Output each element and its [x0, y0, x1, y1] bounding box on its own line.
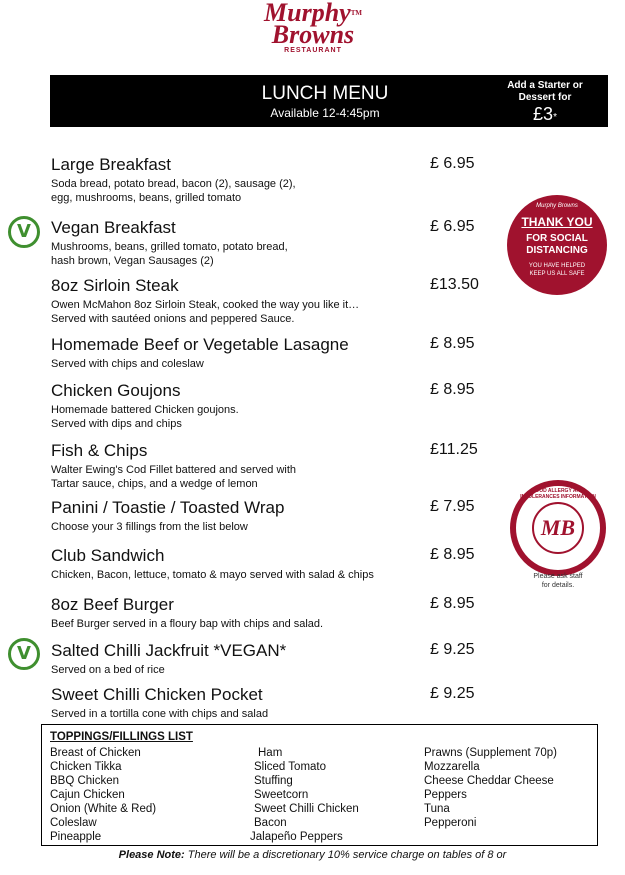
menu-item: Homemade Beef or Vegetable Lasagne Served with chips and coleslaw [51, 335, 349, 370]
topping-item: Chicken Tikka [50, 761, 122, 773]
toppings-column-3 [424, 746, 557, 830]
topping-item: Coleslaw [50, 817, 97, 829]
restaurant-logo [258, 0, 368, 66]
menu-availability: Available 12-4:45pm [270, 106, 380, 120]
topping-item: Prawns (Supplement 70p) [424, 747, 557, 759]
menu-item-price: £11.25 [430, 441, 478, 458]
menu-item-price: £ 9.25 [430, 685, 475, 702]
menu-item-price: £ 6.95 [430, 155, 475, 172]
service-charge-note: Please Note: There will be a discretionary 10% service charge on tables of 8 or [118, 849, 507, 861]
logo-line3: RESTAURANT [284, 47, 342, 54]
menu-item-price: £ 8.95 [430, 381, 475, 398]
menu-item: Fish & Chips Walter Ewing's Cod Fillet battered and served with Tartar sauce, chips, and a wedge of lemon [51, 441, 297, 490]
topping-item: Pineapple [50, 831, 102, 843]
menu-item-price: £13.50 [430, 276, 479, 293]
mb-logo: MB [532, 502, 584, 554]
menu-item: 8oz Sirloin Steak Owen McMahon 8oz Sirloin Steak, cooked the way you like it… Served with sautéed onions and peppered Sauce. [51, 276, 360, 325]
topping-item: Pepperoni [424, 817, 477, 829]
social-distancing-badge: Murphy Browns THANK YOU FOR SOCIAL DISTANCING YOU HAVE HELPED KEEP US ALL SAFE [507, 195, 607, 295]
toppings-heading: TOPPINGS/FILLINGS LIST [50, 731, 193, 743]
menu-item: Panini / Toastie / Toasted Wrap Choose your 3 fillings from the list below [51, 498, 285, 533]
topping-item: Cajun Chicken [50, 789, 125, 801]
menu-item: Salted Chilli Jackfruit *VEGAN* Served on a bed of rice [51, 641, 287, 676]
allergy-ring-text: FOOD ALLERGY AND INTOLERANCES INFORMATION [520, 488, 596, 500]
toppings-list [41, 724, 598, 846]
topping-item: Sweetcorn [254, 789, 309, 801]
menu-header-banner [50, 75, 608, 127]
logo-line2: Browns [271, 20, 355, 49]
topping-item: Breast of Chicken [50, 747, 141, 759]
vegan-icon: V [8, 216, 40, 248]
topping-item: Peppers [424, 789, 467, 801]
topping-item: Stuffing [254, 775, 293, 787]
topping-item: Onion (White & Red) [50, 803, 157, 815]
vegan-icon: V [8, 638, 40, 670]
menu-item-price: £ 8.95 [430, 595, 475, 612]
allergy-caption: Please ask staff for details. [533, 573, 583, 589]
menu-item-price: £ 7.95 [430, 498, 475, 515]
topping-item: Sweet Chilli Chicken [254, 803, 359, 815]
topping-item: BBQ Chicken [50, 775, 120, 787]
topping-item: Bacon [254, 817, 287, 829]
topping-item: Sliced Tomato [254, 761, 327, 773]
menu-title: LUNCH MENU [261, 83, 389, 104]
toppings-column-2 [250, 746, 359, 844]
menu-item-price: £ 8.95 [430, 546, 475, 563]
menu-item: Chicken Goujons Homemade battered Chicken goujons. Served with dips and chips [51, 381, 239, 430]
menu-item: 8oz Beef Burger Beef Burger served in a floury bap with chips and salad. [51, 595, 324, 630]
menu-item: Vegan Breakfast Mushrooms, beans, grilled tomato, potato bread, hash brown, Vegan Sausages (2) [51, 218, 288, 267]
topping-item: Jalapeño Peppers [250, 831, 343, 843]
logo-line1: Murphy™ [264, 0, 362, 27]
menu-item-price: £ 9.25 [430, 641, 475, 658]
topping-item: Ham [258, 747, 283, 759]
menu-item: Club Sandwich Chicken, Bacon, lettuce, tomato & mayo served with salad & chips [51, 546, 374, 581]
allergy-info-badge [510, 480, 606, 576]
toppings-column-1 [50, 746, 156, 844]
topping-item: Cheese Cheddar Cheese [424, 775, 554, 787]
menu-item-price: £ 6.95 [430, 218, 475, 235]
menu-item-price: £ 8.95 [430, 335, 475, 352]
menu-item: Sweet Chilli Chicken Pocket Served in a tortilla cone with chips and salad [51, 685, 269, 720]
starter-dessert-offer: Add a Starter or Dessert for £3* [507, 80, 583, 124]
menu-item: Large Breakfast Soda bread, potato bread, bacon (2), sausage (2), egg, mushrooms, beans, grilled tomato [51, 155, 296, 204]
topping-item: Mozzarella [424, 761, 480, 773]
topping-item: Tuna [424, 803, 450, 815]
